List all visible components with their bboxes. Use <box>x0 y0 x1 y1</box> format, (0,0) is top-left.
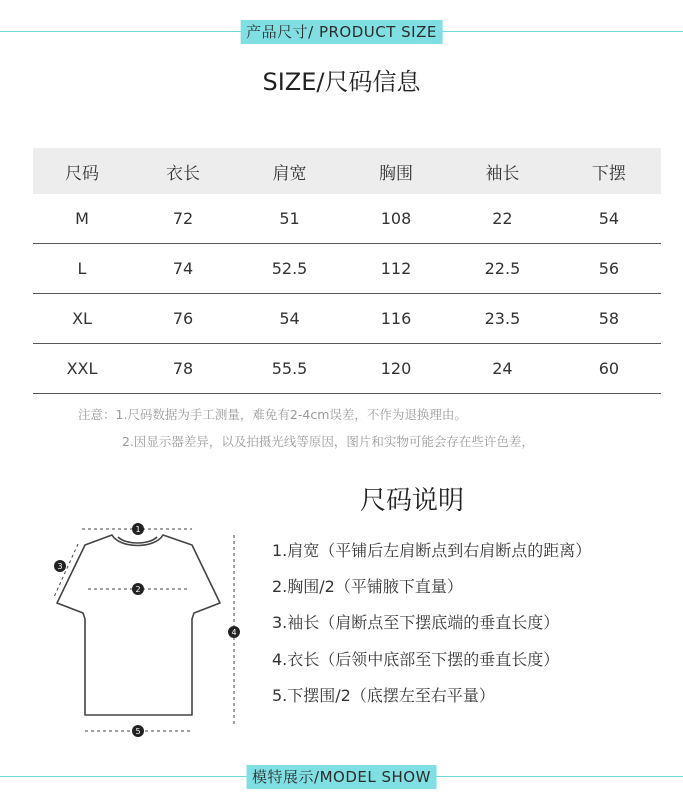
product-size-banner <box>0 20 683 44</box>
marker-2-label: 2 <box>135 585 141 594</box>
table-cell: 54 <box>235 294 344 344</box>
table-cell: L <box>33 244 131 294</box>
header-hem: 下摆 <box>591 163 626 184</box>
header-sleeve: 袖长 <box>485 163 520 184</box>
table-row <box>33 294 661 344</box>
table-cell: M <box>33 194 131 244</box>
table-cell: XXL <box>33 344 131 394</box>
table-cell: 24 <box>448 344 557 394</box>
tshirt-outline <box>57 535 220 715</box>
description-item-chest: 2.胸围/2（平铺腋下直量） <box>272 577 463 596</box>
table-cell: 76 <box>131 294 235 344</box>
table-cell: 58 <box>557 294 661 344</box>
description-item-shoulder: 1.肩宽（平铺后左肩断点到右肩断点的距离） <box>272 541 592 560</box>
marker-4-label: 4 <box>231 628 237 637</box>
table-header-row <box>33 148 661 194</box>
product-size-banner-label: 产品尺寸/ PRODUCT SIZE <box>240 20 443 44</box>
header-length: 衣长 <box>166 163 201 184</box>
table-cell: 116 <box>344 294 448 344</box>
description-item-sleeve: 3.袖长（肩断点至下摆底端的垂直长度） <box>272 613 560 632</box>
size-description-title: 尺码说明 <box>360 486 465 516</box>
collar-icon <box>118 537 157 543</box>
table-cell: 54 <box>557 194 661 244</box>
size-info-title: SIZE/尺码信息 <box>262 68 421 96</box>
description-item-hem: 5.下摆围/2（底摆左至右平量） <box>272 686 495 705</box>
table-cell: 72 <box>131 194 235 244</box>
header-shoulder: 肩宽 <box>272 163 307 184</box>
table-cell: 78 <box>131 344 235 394</box>
table-cell: 112 <box>344 244 448 294</box>
header-size: 尺码 <box>65 163 99 184</box>
color-note: 2.因显示器差异，以及拍摄光线等原因，图片和实物可能会存在些许色差， <box>122 434 534 449</box>
table-cell: 55.5 <box>235 344 344 394</box>
table-cell: 120 <box>344 344 448 394</box>
table-cell: 22 <box>448 194 557 244</box>
measurement-note: 注意：1.尺码数据为手工测量，难免有2-4cm误差，不作为退换理由。 <box>78 407 467 422</box>
table-cell: 52.5 <box>235 244 344 294</box>
table-cell: 56 <box>557 244 661 294</box>
table-cell: 74 <box>131 244 235 294</box>
description-item-length: 4.衣长（后领中底部至下摆的垂直长度） <box>272 650 560 669</box>
table-cell: 60 <box>557 344 661 394</box>
model-show-banner <box>0 765 683 789</box>
marker-1-label: 1 <box>135 525 141 534</box>
table-cell: 22.5 <box>448 244 557 294</box>
tshirt-measurement-diagram <box>30 515 250 747</box>
marker-5-label: 5 <box>135 727 141 736</box>
table-cell: 23.5 <box>448 294 557 344</box>
marker-3-label: 3 <box>57 562 63 571</box>
table-row <box>33 244 661 294</box>
table-cell: 108 <box>344 194 448 244</box>
table-row <box>33 344 661 394</box>
size-table <box>33 148 661 394</box>
model-show-banner-label: 模特展示/MODEL SHOW <box>246 765 437 789</box>
header-chest: 胸围 <box>378 163 413 184</box>
table-cell: XL <box>33 294 131 344</box>
table-cell: 51 <box>235 194 344 244</box>
table-row <box>33 194 661 244</box>
